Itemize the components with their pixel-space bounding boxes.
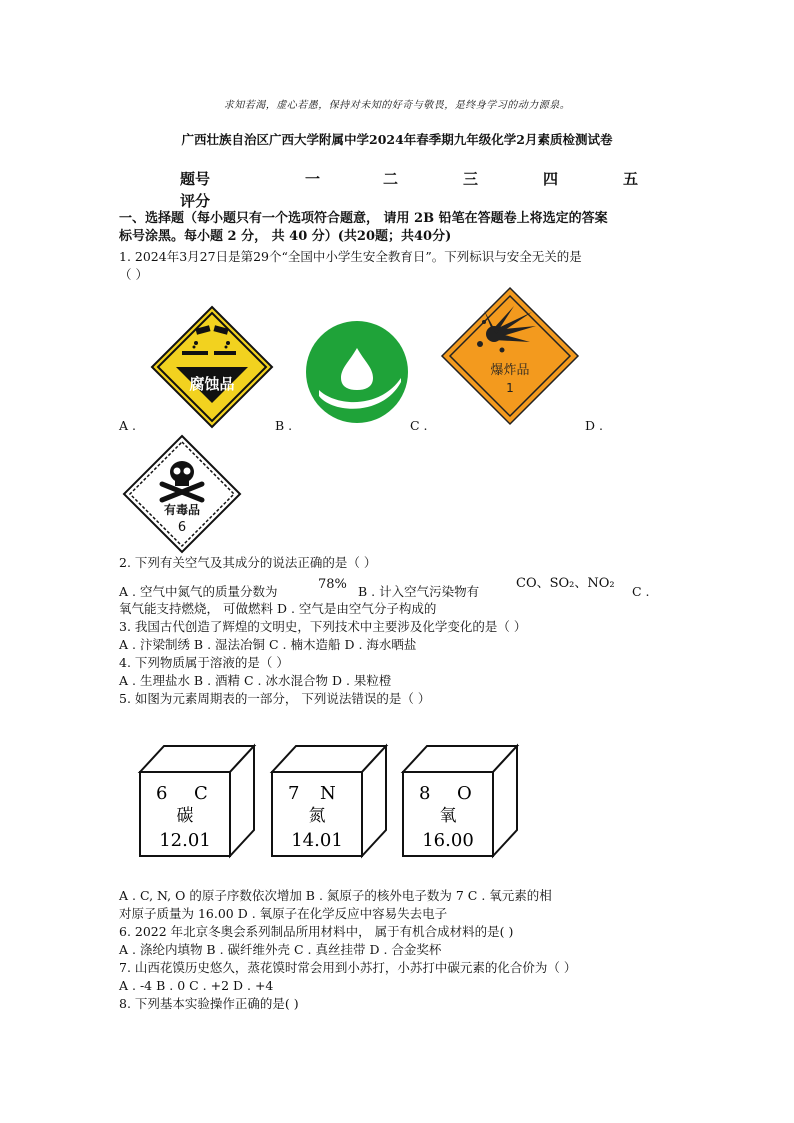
element-cube-nitrogen — [268, 742, 390, 860]
oxygen-name: 氧 — [439, 806, 457, 826]
corrosive-sign-text: 腐蚀品 — [189, 375, 235, 393]
section-heading-line2: 标号涂黑。每小题 2 分， 共 40 分）(共20题；共40分) — [119, 229, 452, 244]
toxic-sign — [122, 434, 242, 554]
nitrogen-mass: 14.01 — [291, 830, 343, 851]
q1-stem-line1: 1. 2024年3月27日是第29个“全国中小学生安全教育日”。下列标识与安全无关的是 — [119, 249, 582, 264]
q6-stem: 6. 2022 年北京冬奥会系列制品所用材料中， 属于有机合成材料的是( ) — [119, 924, 514, 939]
col-3: 三 — [463, 170, 479, 188]
nitrogen-symbol: N — [320, 783, 336, 804]
q1-option-c[interactable]: C . — [410, 418, 428, 433]
explosive-sign-number: 1 — [506, 381, 514, 395]
explosive-sign — [440, 286, 580, 426]
oxygen-number: 8 — [419, 783, 431, 804]
carbon-number: 6 — [156, 783, 168, 804]
oxygen-symbol: O — [457, 783, 472, 804]
toxic-sign-number: 6 — [177, 520, 187, 535]
col-1: 一 — [305, 170, 321, 188]
q4-options: A . 生理盐水 B . 酒精 C . 冰水混合物 D . 果粒橙 — [119, 673, 392, 688]
label-question-number: 题号 — [180, 170, 211, 188]
q1-option-a[interactable]: A . — [119, 418, 136, 433]
element-cube-carbon — [136, 742, 258, 860]
q5-options-line1: A . C, N, O 的原子序数依次增加 B . 氮原子的核外电子数为 7 C . 氧元素的相 — [119, 888, 552, 903]
q2-option-b[interactable]: B . 计入空气污染物有 — [358, 584, 480, 599]
corrosive-sign — [150, 305, 274, 429]
q2-stem: 2. 下列有关空气及其成分的说法正确的是（ ） — [119, 555, 377, 570]
q3-options: A . 汴梁制绣 B . 湿法冶铜 C . 楠木造船 D . 海水晒盐 — [119, 637, 417, 652]
q2-percent: 78% — [318, 577, 347, 592]
element-cube-oxygen — [399, 742, 521, 860]
q6-options: A . 涤纶内填物 B . 碳纤维外壳 C . 真丝挂带 D . 合金奖杯 — [119, 942, 442, 957]
green-logo-sign — [305, 320, 409, 424]
q5-options-line2: 对原子质量为 16.00 D . 氧原子在化学反应中容易失去电子 — [119, 906, 448, 921]
q2-option-a[interactable]: A . 空气中氮气的质量分数为 — [119, 584, 278, 599]
col-2: 二 — [383, 170, 399, 188]
q4-stem: 4. 下列物质属于溶液的是（ ） — [119, 655, 289, 670]
label-score: 评分 — [180, 192, 211, 210]
carbon-mass: 12.01 — [159, 830, 211, 851]
q2-option-c[interactable]: C . — [632, 584, 650, 599]
motto: 求知若渴，虚心若愚，保持对未知的好奇与敬畏，是终身学习的动力源泉。 — [223, 100, 571, 111]
carbon-symbol: C — [194, 783, 208, 804]
col-5: 五 — [623, 170, 639, 188]
q3-stem: 3. 我国古代创造了辉煌的文明史，下列技术中主要涉及化学变化的是（ ） — [119, 619, 527, 634]
q2-options-line2: 氧气能支持燃烧， 可做燃料 D . 空气是由空气分子构成的 — [119, 601, 437, 616]
q5-stem: 5. 如图为元素周期表的一部分， 下列说法错误的是（ ） — [119, 691, 431, 706]
section-heading-line1: 一、选择题（每小题只有一个选项符合题意， 请用 2B 铅笔在答题卷上将选定的答案 — [119, 211, 608, 226]
q1-option-d[interactable]: D . — [585, 418, 603, 433]
q7-stem: 7. 山西花馍历史悠久，蒸花馍时常会用到小苏打，小苏打中碳元素的化合价为（ ） — [119, 960, 577, 975]
toxic-sign-text: 有毒品 — [163, 503, 201, 517]
nitrogen-name: 氮 — [308, 806, 326, 826]
carbon-name: 碳 — [176, 806, 194, 826]
q8-stem: 8. 下列基本实验操作正确的是( ) — [119, 996, 299, 1011]
nitrogen-number: 7 — [288, 783, 300, 804]
col-4: 四 — [543, 170, 559, 188]
q2-pollutants: CO、SO₂、NO₂ — [516, 576, 615, 591]
q7-options: A . -4 B . 0 C . +2 D . +4 — [119, 978, 274, 993]
explosive-sign-text: 爆炸品 — [490, 363, 530, 378]
q1-option-b[interactable]: B . — [275, 418, 293, 433]
q1-stem-line2: （ ） — [119, 267, 148, 282]
oxygen-mass: 16.00 — [422, 830, 474, 851]
paper-title: 广西壮族自治区广西大学附属中学2024年春季期九年级化学2月素质检测试卷 — [181, 132, 613, 147]
